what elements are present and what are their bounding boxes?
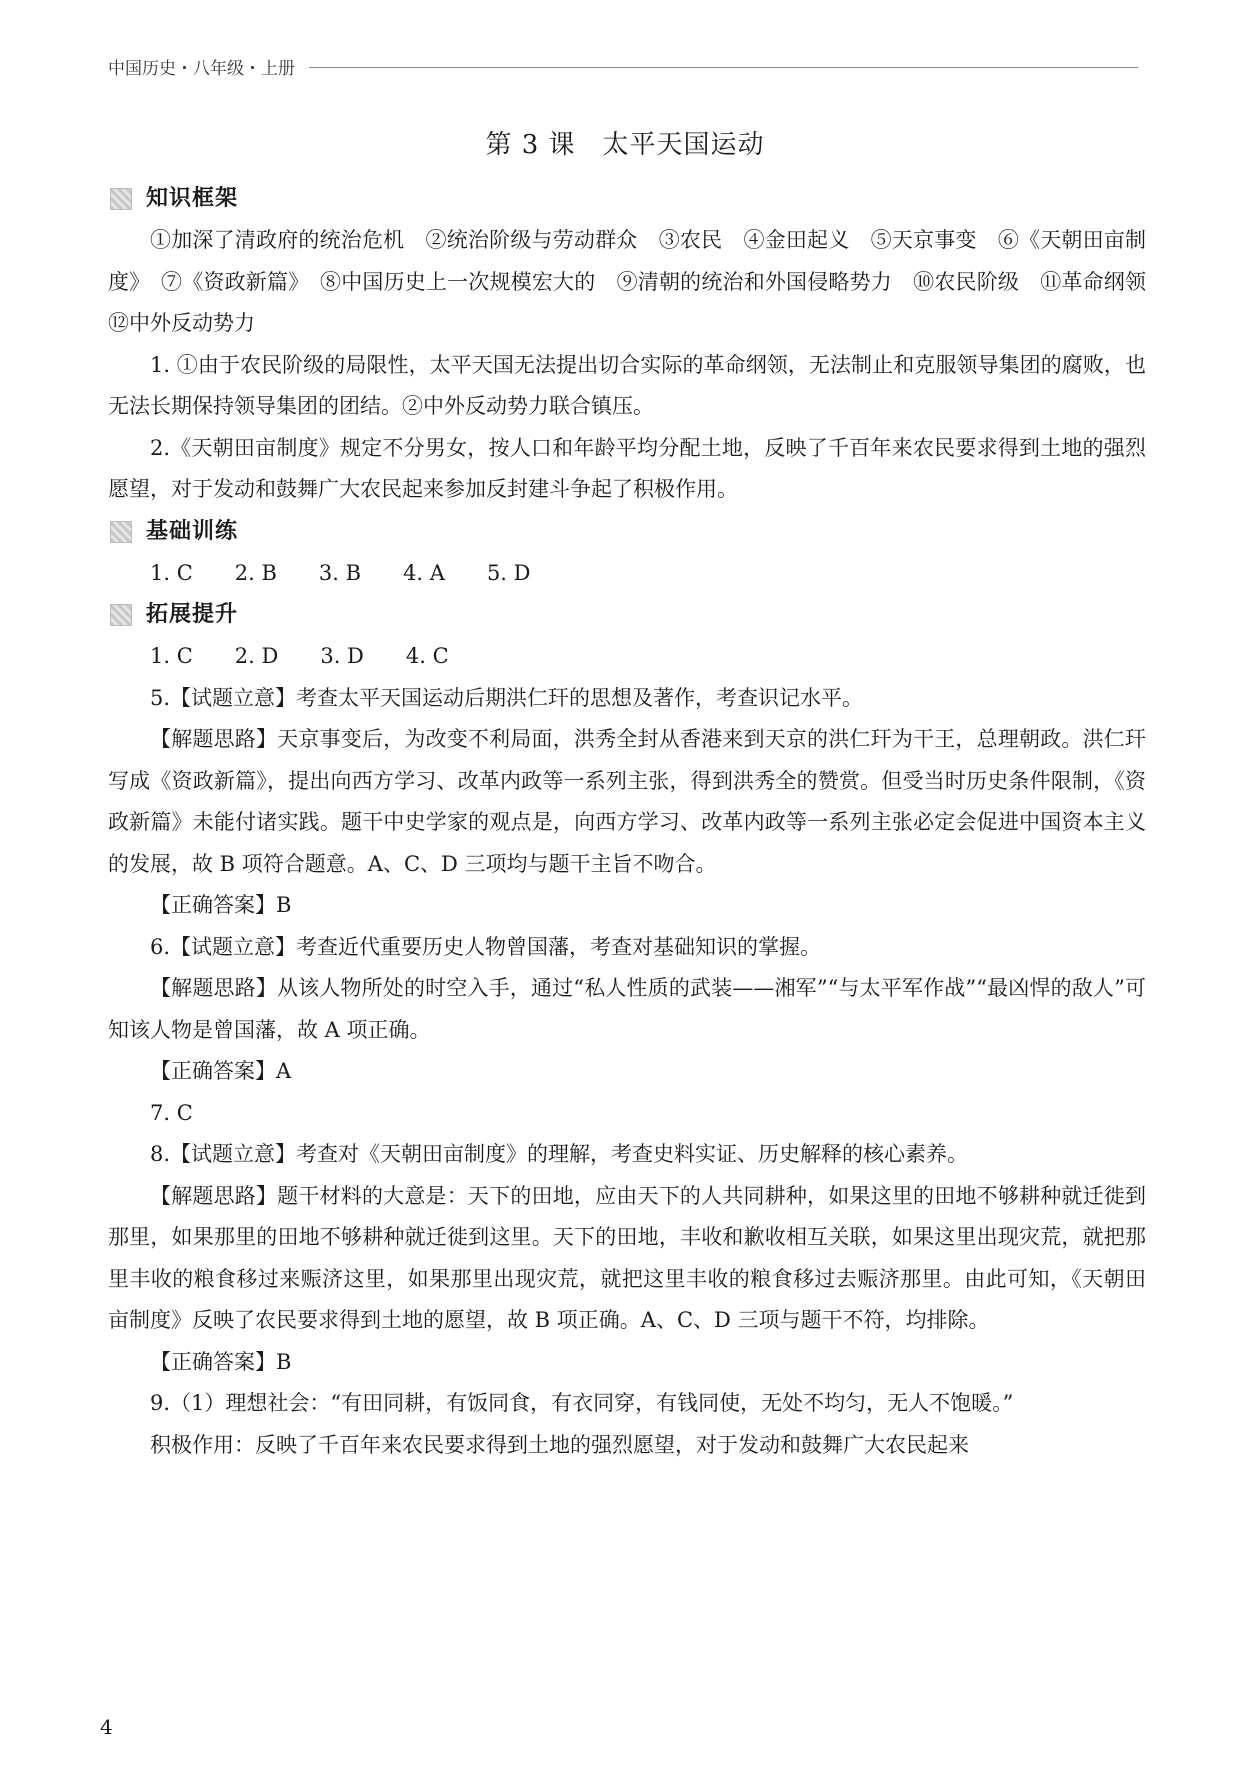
- q5-answer: 【正确答案】B: [150, 893, 292, 917]
- section-marker-icon: [110, 604, 132, 626]
- framework-answer-2: 2.《天朝田亩制度》规定不分男女，按人口和年龄平均分配土地，反映了千百年来农民要求得到土地的强烈愿望，对于发动和鼓舞广大农民起来参加反封建斗争起了积极作用。: [108, 435, 1146, 501]
- q5-intent: 5.【试题立意】考查太平天国运动后期洪仁玕的思想及著作，考查识记水平。: [150, 685, 864, 710]
- page-content: [108, 178, 1167, 1466]
- q6-solution: 【解题思路】从该人物所处的时空入手，通过“私人性质的武装——湘军”“与太平军作战”“最凶悍的敌人”可知该人物是曾国藩，故 A 项正确。: [108, 976, 1146, 1042]
- section-heading: 拓展提升: [146, 602, 239, 628]
- basic-answers: 1. C 2. B 3. B 4. A 5. D: [150, 560, 531, 585]
- q5-solution: 【解题思路】天京事变后，为改变不利局面，洪秀全封从香港来到天京的洪仁玕为干王，总理朝政。洪仁玕写成《资政新篇》，提出向西方学习、改革内政等一系列主张，得到洪秀全的赞赏。但受当时历史条件限制，《资政新篇》未能付诸实践。题干中史学家的观点是，向西方学习、改革内政等一系列主张必定会促进中国资本主义的发展，故 B 项符合题意。A、C、D 三项均与题干主旨不吻合。: [108, 727, 1146, 876]
- running-header: [108, 52, 1138, 80]
- section-basic: [108, 511, 1146, 553]
- section-heading: 知识框架: [146, 186, 239, 212]
- extension-answers: 1. C 2. D 3. D 4. C: [150, 644, 449, 668]
- q8-answer: 【正确答案】B: [150, 1349, 292, 1374]
- q9-part1: 9.（1）理想社会：“有田同耕，有饭同食，有衣同穿，有钱同使，无处不均匀，无人不饱暖。”: [150, 1391, 1014, 1415]
- section-framework: [108, 178, 1146, 220]
- q9-positive-effect: 积极作用：反映了千百年来农民要求得到土地的强烈愿望，对于发动和鼓舞广大农民起来: [150, 1432, 969, 1457]
- book-title: 中国历史・八年级・上册: [108, 58, 295, 79]
- q7-answer: 7. C: [150, 1100, 193, 1125]
- section-marker-icon: [110, 188, 132, 210]
- section-marker-icon: [110, 521, 132, 543]
- header-rule: [309, 67, 1138, 68]
- section-heading: 基础训练: [146, 518, 239, 544]
- page-number: 4: [100, 1715, 113, 1739]
- framework-list: ①加深了清政府的统治危机 ②统治阶级与劳动群众 ③农民 ④金田起义 ⑤天京事变 ⑥《天朝田亩制度》 ⑦《资政新篇》 ⑧中国历史上一次规模宏大的 ⑨清朝的统治和外国侵略势力 ⑩农民阶级 ⑪革命纲领 ⑫中外反动势力: [108, 228, 1167, 335]
- q6-intent: 6.【试题立意】考查近代重要历史人物曾国藩，考查对基础知识的掌握。: [150, 934, 822, 959]
- lesson-title: 第 3 课 太平天国运动: [485, 130, 765, 160]
- section-extension: [108, 594, 1146, 636]
- q8-intent: 8.【试题立意】考查对《天朝田亩制度》的理解，考查史料实证、历史解释的核心素养。: [150, 1142, 969, 1166]
- framework-answer-1: 1. ①由于农民阶级的局限性，太平天国无法提出切合实际的革命纲领，无法制止和克服领导集团的腐败，也无法长期保持领导集团的团结。②中外反动势力联合镇压。: [108, 352, 1146, 418]
- q8-solution: 【解题思路】题干材料的大意是：天下的田地，应由天下的人共同耕种，如果这里的田地不够耕种就迁徙到那里，如果那里的田地不够耕种就迁徙到这里。天下的田地，丰收和歉收相互关联，如果这里出现灾荒，就把那里丰收的粮食移过来赈济这里，如果那里出现灾荒，就把这里丰收的粮食移过去赈济那里。由此可知，《天朝田亩制度》反映了农民要求得到土地的愿望，故 B 项正确。A、C、D 三项与题干不符，均排除。: [108, 1183, 1146, 1332]
- q6-answer: 【正确答案】A: [150, 1059, 292, 1083]
